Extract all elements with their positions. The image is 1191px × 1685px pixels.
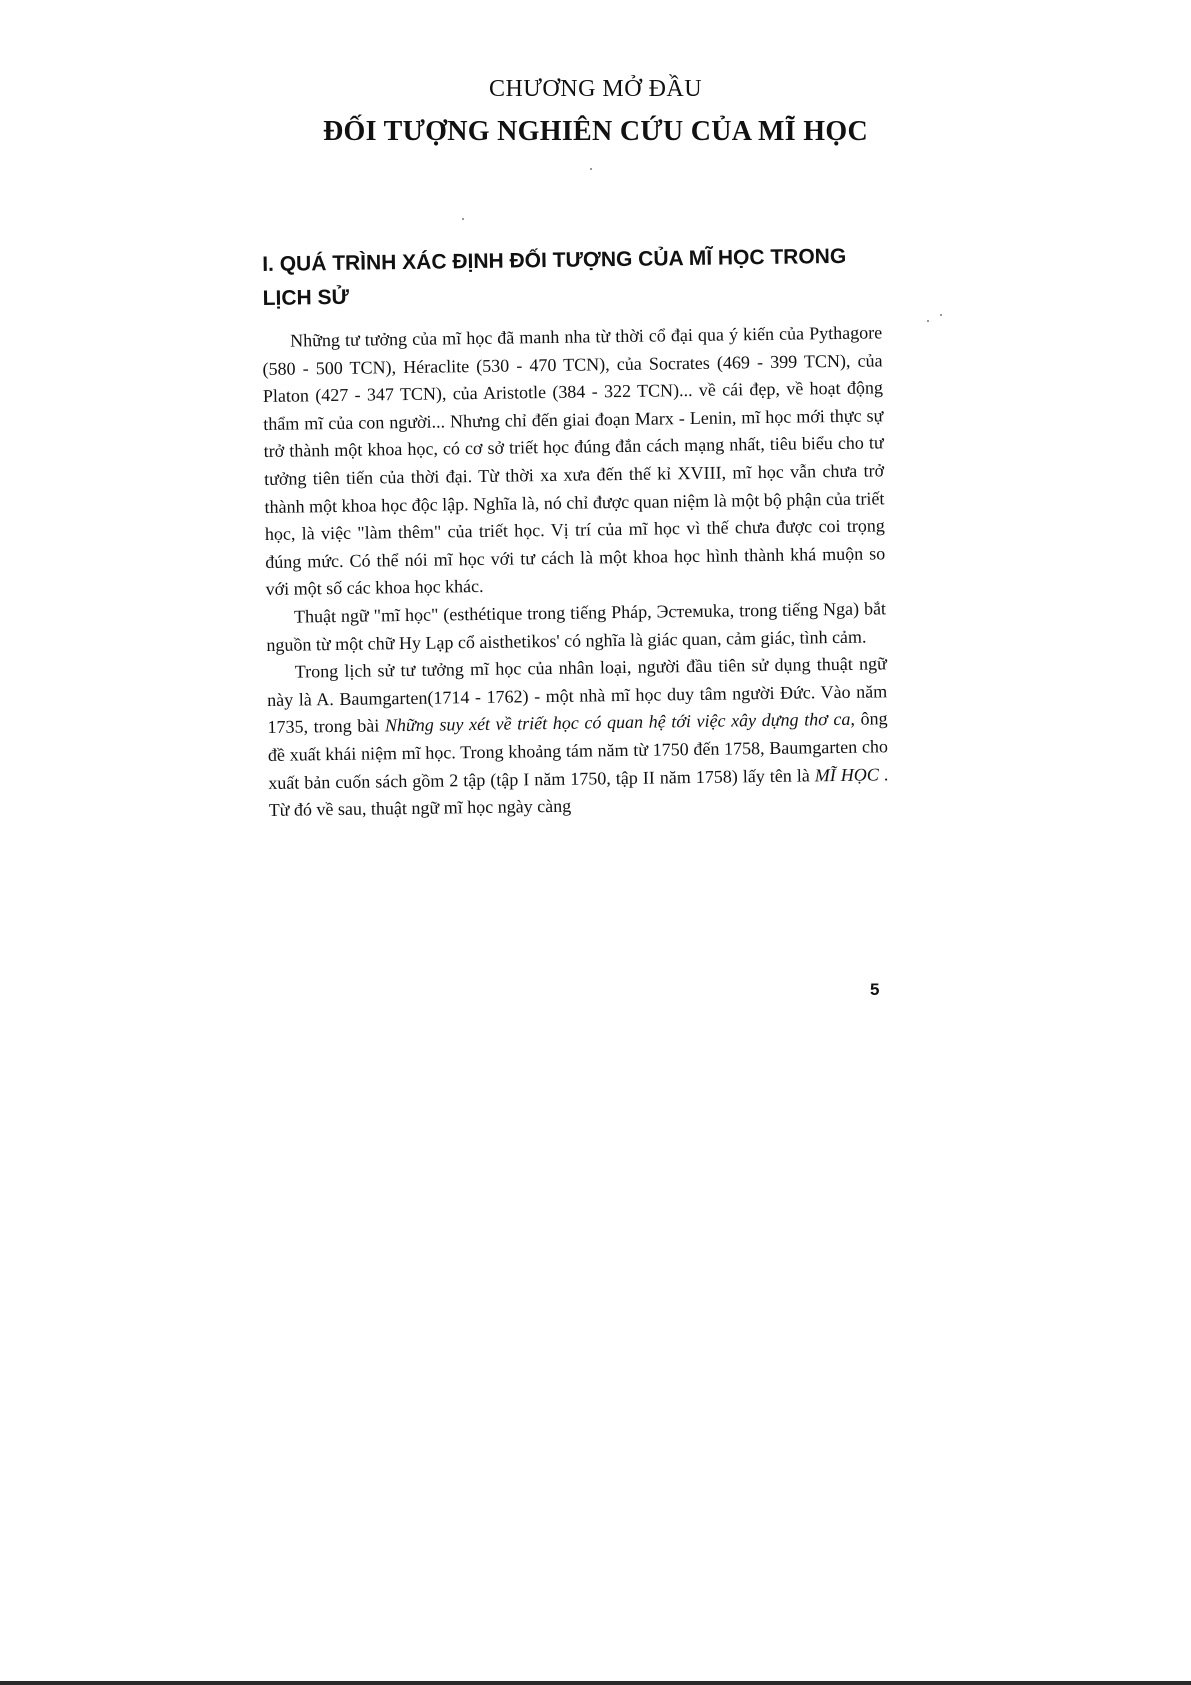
chapter-title: ĐỐI TƯỢNG NGHIÊN CỨU CỦA MĨ HỌC (323, 116, 868, 147)
chapter-label: CHƯƠNG MỞ ĐẦU (488, 76, 703, 102)
paragraph-1: Những tư tưởng của mĩ học đã manh nha từ thời cổ đại qua ý kiến của Pythagore (580 - 500 TCN), Héraclite (530 - 470 TCN), của Socrates (469 - 399 TCN), của Platon (427 - 347 TCN), của Aristotle (384 - 322 TCN)... về cái đẹp, về hoạt động thẩm mĩ của con người... Nhưng chỉ đến giai đoạn Marx - Lenin, mĩ học mới thực sự trở thành một khoa học, có cơ sở triết học đúng đắn cách mạng nhất, tiêu biểu cho tư tưởng tiên tiến của thời đại. Từ thời xa xưa đến thế kỉ XVIII, mĩ học vẫn chưa trở thành một khoa học độc lập. Nghĩa là, nó chỉ được quan niệm là một bộ phận của triết học, là việc "làm thêm" của triết học. Vị trí của mĩ học vì thế chưa được coi trọng đúng mức. Có thể nói mĩ học với tư cách là một khoa học hình thành khá muộn so với một số các khoa học khác. (262, 322, 886, 600)
scan-bottom-edge (0, 1681, 1191, 1685)
scan-speck (462, 218, 464, 220)
body-text (262, 319, 889, 824)
scan-speck (927, 320, 929, 322)
paragraph-2: Thuật ngữ "mĩ học" (esthétique trong tiếng Pháp, Эстемuka, trong tiếng Nga) bắt nguồn từ một chữ Hy Lạp cổ aisthetikos' có nghĩa là giác quan, cảm giác, tình cảm. (266, 598, 887, 655)
paragraph-3-before: Trong lịch sử tư tưởng mĩ học của nhân loại, người đầu tiên sử dụng thuật ngữ này là A. Baumgarten(1714 - 1762) - một nhà mĩ học duy tâm người Đức. Vào năm 1735, trong bài (267, 653, 888, 738)
section-heading: I. QUÁ TRÌNH XÁC ĐỊNH ĐỐI TƯỢNG CỦA MĨ HỌC TRONG LỊCH SỬ (262, 244, 847, 310)
scan-speck (590, 168, 592, 170)
page-number: 5 (870, 980, 880, 999)
book-title-italic: MĨ HỌC (814, 763, 879, 785)
paragraph-3 (267, 650, 889, 824)
paragraph-3-after: . Từ đó về sau, thuật ngữ mĩ học ngày càng (268, 763, 889, 821)
work-title-italic: Những suy xét về triết học có quan hệ tới việc xây dựng thơ ca (384, 709, 851, 736)
paragraph-3-middle: , ông đề xuất khái niệm mĩ học. Trong khoảng tám năm từ 1750 đến 1758, Baumgarten cho xuất bản cuốn sách gồm 2 tập (tập I năm 1750, tập II năm 1758) lấy tên là (267, 708, 889, 793)
scan-speck (940, 314, 942, 316)
